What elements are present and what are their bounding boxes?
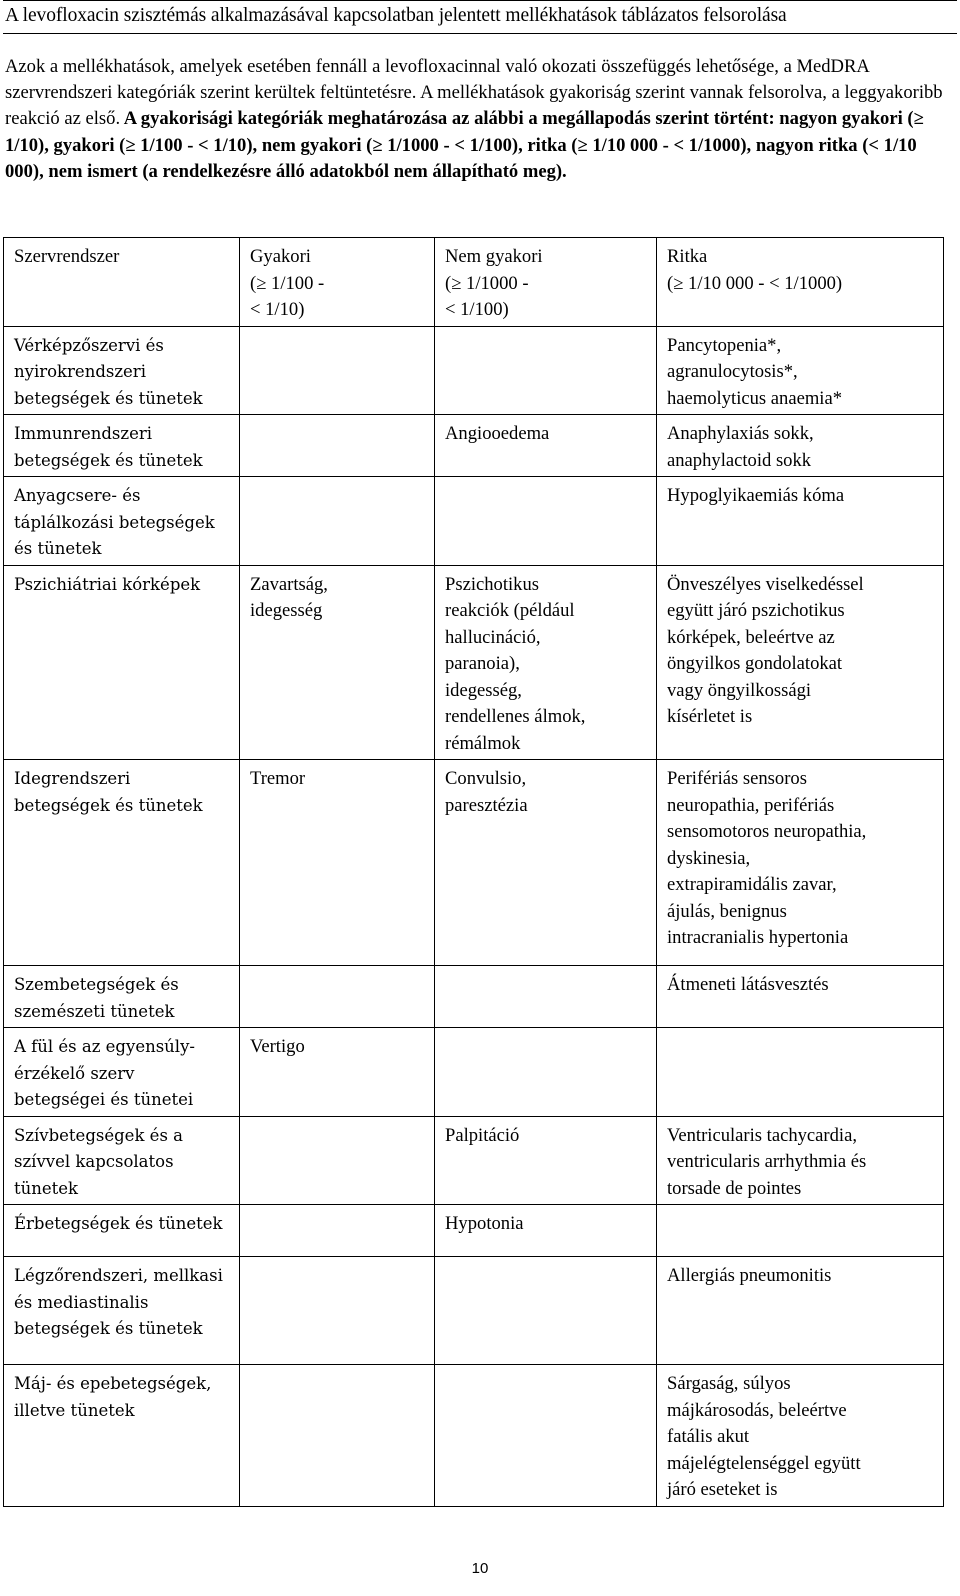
page-number: 10 bbox=[471, 1560, 489, 1577]
cell-rare: Önveszélyes viselkedéssel együtt járó pszichotikus kórképek, beleértve az öngyilkos gondolatokat vagy öngyilkossági kísérletet is bbox=[657, 565, 944, 760]
cell-uncommon: Pszichotikus reakciók (például hallucináció, paranoia), idegesség, rendellenes álmok, rémálmok bbox=[435, 565, 657, 760]
table-row bbox=[4, 1257, 944, 1365]
table-row bbox=[4, 1365, 944, 1507]
table-row bbox=[4, 1205, 944, 1257]
cell-uncommon bbox=[435, 326, 657, 415]
cell-common bbox=[240, 326, 435, 415]
cell-system: Vérképzőszervi és nyirokrendszeri betegségek és tünetek bbox=[4, 326, 240, 415]
header-uncommon: Nem gyakori (≥ 1/1000 - < 1/100) bbox=[435, 238, 657, 327]
cell-system: Pszichiátriai kórképek bbox=[4, 565, 240, 760]
table-row bbox=[4, 326, 944, 415]
cell-common: Vertigo bbox=[240, 1028, 435, 1117]
cell-system: Szívbetegségek és a szívvel kapcsolatos tünetek bbox=[4, 1116, 240, 1205]
table-row bbox=[4, 1116, 944, 1205]
cell-rare: Ventricularis tachycardia, ventricularis arrhythmia és torsade de pointes bbox=[657, 1116, 944, 1205]
adverse-reactions-table bbox=[3, 237, 944, 1507]
table-row bbox=[4, 1028, 944, 1117]
intro-paragraph bbox=[5, 54, 957, 185]
cell-common bbox=[240, 1205, 435, 1257]
cell-uncommon bbox=[435, 1028, 657, 1117]
cell-uncommon bbox=[435, 1365, 657, 1507]
table-row bbox=[4, 760, 944, 966]
table-row bbox=[4, 565, 944, 760]
cell-common bbox=[240, 1257, 435, 1365]
cell-uncommon bbox=[435, 966, 657, 1028]
section-title-bar bbox=[3, 0, 957, 34]
cell-uncommon: Angiooedema bbox=[435, 415, 657, 477]
cell-uncommon bbox=[435, 1257, 657, 1365]
cell-rare bbox=[657, 1028, 944, 1117]
cell-uncommon: Hypotonia bbox=[435, 1205, 657, 1257]
header-system: Szervrendszer bbox=[4, 238, 240, 327]
cell-system: Anyagcsere- és táplálkozási betegségek és tünetek bbox=[4, 477, 240, 566]
table-row bbox=[4, 966, 944, 1028]
table-row bbox=[4, 415, 944, 477]
cell-system: A fül és az egyensúly-érzékelő szerv betegségei és tünetei bbox=[4, 1028, 240, 1117]
cell-rare: Pancytopenia*, agranulocytosis*, haemolyticus anaemia* bbox=[657, 326, 944, 415]
cell-system: Légzőrendszeri, mellkasi és mediastinalis betegségek és tünetek bbox=[4, 1257, 240, 1365]
cell-rare: Allergiás pneumonitis bbox=[657, 1257, 944, 1365]
cell-system: Idegrendszeri betegségek és tünetek bbox=[4, 760, 240, 966]
cell-common bbox=[240, 415, 435, 477]
cell-uncommon bbox=[435, 477, 657, 566]
cell-rare bbox=[657, 1205, 944, 1257]
cell-common: Tremor bbox=[240, 760, 435, 966]
cell-rare: Hypoglyikaemiás kóma bbox=[657, 477, 944, 566]
cell-system: Érbetegségek és tünetek bbox=[4, 1205, 240, 1257]
table-header-row bbox=[4, 238, 944, 327]
cell-common: Zavartság, idegesség bbox=[240, 565, 435, 760]
header-rare: Ritka (≥ 1/10 000 - < 1/1000) bbox=[657, 238, 944, 327]
section-title: A levofloxacin szisztémás alkalmazásával kapcsolatban jelentett mellékhatások táblázatos felsorolása bbox=[5, 5, 787, 26]
intro-text-regular: Azok a mellékhatások, amelyek esetében fennáll a levofloxacinnal való okozati összefüggés lehetősége, a MedDRA szervrendszeri kategóriák szerint kerültek feltüntetésre. A mellékhatások gyakoriság szerint vannak felsorolva, a leggyakoribb reakció az első. bbox=[5, 56, 943, 130]
cell-uncommon: Palpitáció bbox=[435, 1116, 657, 1205]
cell-common bbox=[240, 1365, 435, 1507]
table-row bbox=[4, 477, 944, 566]
cell-rare: Sárgaság, súlyos májkárosodás, beleértve fatális akut májelégtelenséggel együtt járó eseteket is bbox=[657, 1365, 944, 1507]
cell-rare: Perifériás sensoros neuropathia, perifériás sensomotoros neuropathia, dyskinesia, extrapiramidális zavar, ájulás, benignus intracranialis hypertonia bbox=[657, 760, 944, 966]
cell-system: Szembetegségek és szemészeti tünetek bbox=[4, 966, 240, 1028]
cell-system: Máj- és epebetegségek, illetve tünetek bbox=[4, 1365, 240, 1507]
header-common: Gyakori (≥ 1/100 - < 1/10) bbox=[240, 238, 435, 327]
cell-common bbox=[240, 1116, 435, 1205]
cell-common bbox=[240, 966, 435, 1028]
cell-common bbox=[240, 477, 435, 566]
cell-rare: Anaphylaxiás sokk, anaphylactoid sokk bbox=[657, 415, 944, 477]
cell-uncommon: Convulsio, paresztézia bbox=[435, 760, 657, 966]
cell-rare: Átmeneti látásvesztés bbox=[657, 966, 944, 1028]
intro-text-bold: A gyakorisági kategóriák meghatározása az alábbi a megállapodás szerint történt: nagyon gyakori (≥ 1/10), gyakori (≥ 1/100 - < 1/10), nem gyakori (≥ 1/1000 - < 1/100), ritka (≥ 1/10 000 - < 1/1000), nagyon ritka (< 1/10 000), nem ismert (a rendelkezésre álló adatokból nem állapítható meg). bbox=[5, 108, 924, 182]
cell-system: Immunrendszeri betegségek és tünetek bbox=[4, 415, 240, 477]
